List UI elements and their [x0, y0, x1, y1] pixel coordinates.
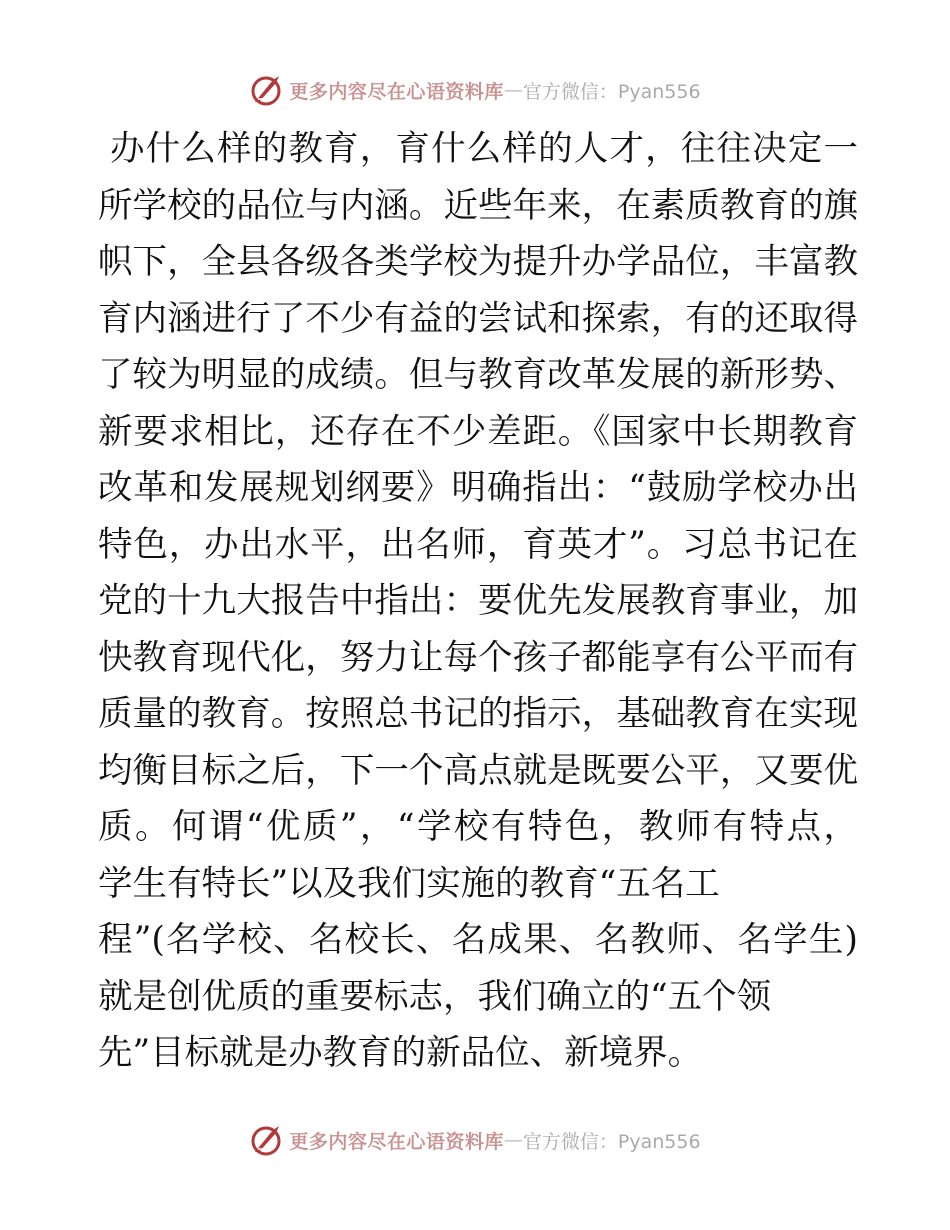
paragraph-line: 党的十九大报告中指出：要优先发展教育事业，加 — [98, 581, 858, 621]
paragraph-line: 改革和发展规划纲要》明确指出：“鼓励学校办出 — [98, 468, 858, 508]
quill-logo-icon — [249, 72, 285, 108]
paragraph-line: 均衡目标之后，下一个高点就是既要公平，又要优 — [98, 750, 858, 791]
watermark-main-text: 更多内容尽在心语资料库 — [289, 1130, 504, 1153]
paragraph-line: 就是创优质的重要标志，我们确立的“五个领 — [98, 976, 772, 1017]
paragraph-line: 所学校的品位与内涵。近些年来，在素质教育的旗 — [98, 185, 858, 226]
quill-logo-icon — [249, 1122, 285, 1158]
paragraph-line: 帜下，全县各级各类学校为提升办学品位，丰富教 — [98, 242, 858, 282]
watermark-separator: — — [503, 1129, 523, 1151]
paragraph-line: 特色，办出水平，出名师，育英才”。习总书记在 — [98, 524, 858, 565]
watermark-wechat-text: 官方微信：Pyan556 — [522, 80, 701, 103]
paragraph-line: 育内涵进行了不少有益的尝试和探索，有的还取得 — [98, 298, 858, 339]
header-watermark — [0, 70, 950, 110]
footer-watermark — [0, 1120, 950, 1160]
paragraph-line: 了较为明显的成绩。但与教育改革发展的新形势、 — [98, 355, 858, 395]
document-paragraph — [98, 121, 858, 1082]
paragraph-line: 新要求相比，还存在不少差距。《国家中长期教育 — [98, 411, 858, 452]
paragraph-line: 办什么样的教育，育什么样的人才，往往决定一 — [110, 129, 858, 169]
watermark-wechat-text: 官方微信：Pyan556 — [522, 1130, 701, 1153]
paragraph-line: 程”(名学校、名校长、名成果、名教师、名学生) — [98, 920, 858, 960]
paragraph-line: 质量的教育。按照总书记的指示，基础教育在实现 — [98, 694, 858, 734]
paragraph-line: 学生有特长”以及我们实施的教育“五名工 — [98, 863, 720, 904]
paragraph-line: 先”目标就是办教育的新品位、新境界。 — [98, 1033, 703, 1073]
watermark-main-text: 更多内容尽在心语资料库 — [289, 80, 504, 103]
watermark-separator: — — [503, 79, 523, 101]
paragraph-line: 质。何谓“优质”，“学校有特色，教师有特点， — [98, 807, 858, 847]
paragraph-line: 快教育现代化，努力让每个孩子都能享有公平而有 — [98, 637, 858, 678]
